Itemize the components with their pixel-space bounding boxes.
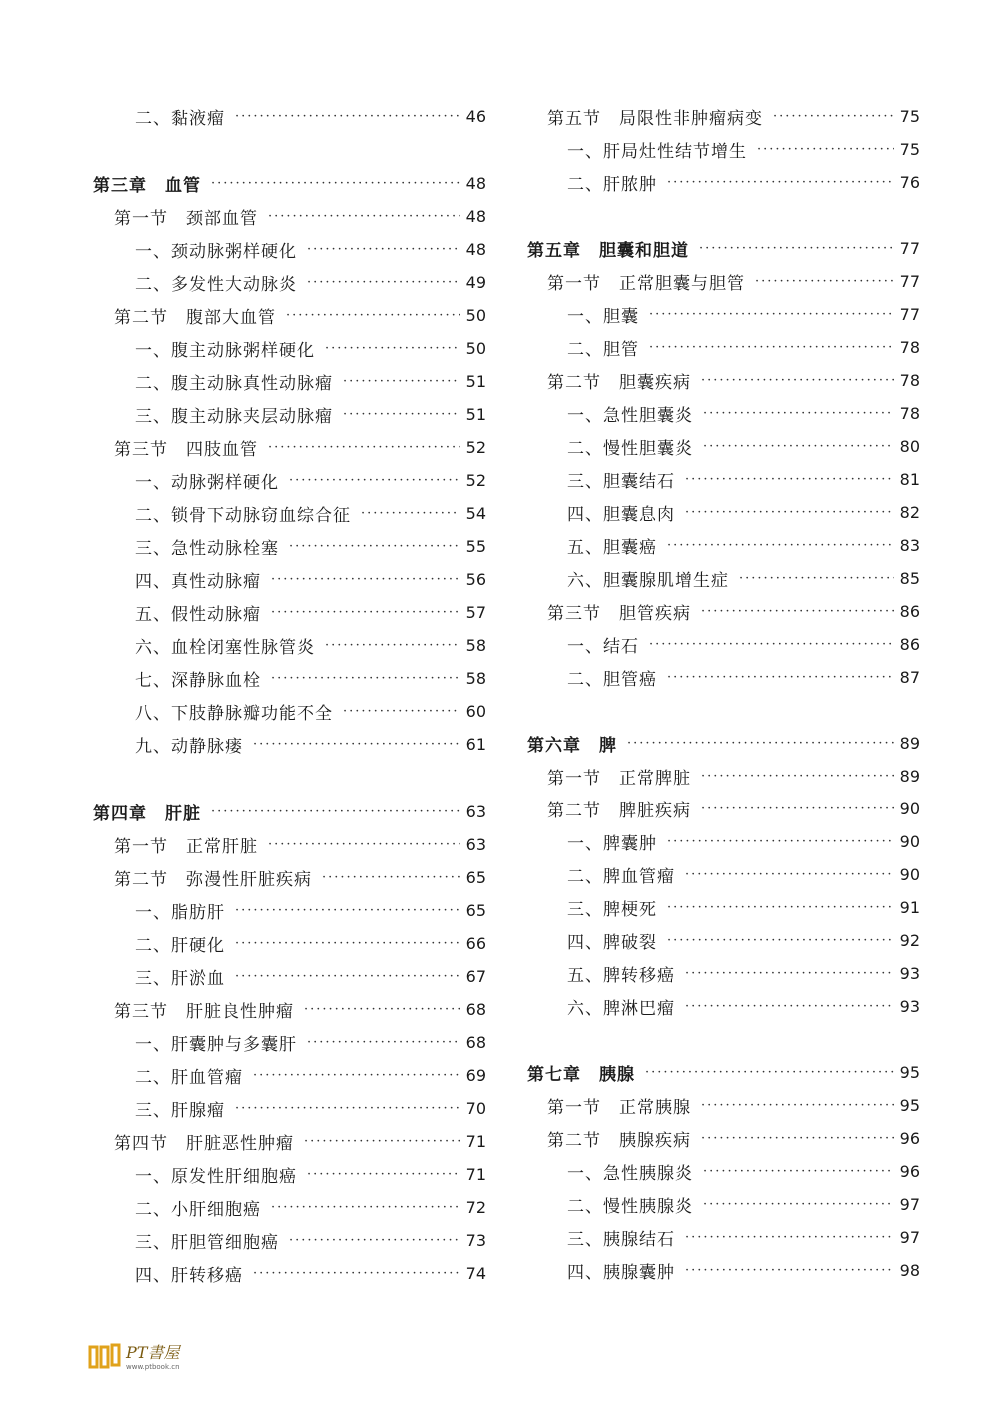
toc-item-entry (135, 366, 486, 396)
toc-entry-label: 四、真性动脉瘤 (135, 571, 261, 592)
toc-leader-dots (325, 341, 460, 356)
toc-page-number: 92 (899, 930, 920, 950)
toc-entry-label: 第一节 正常脾脏 (547, 768, 691, 789)
toc-page-number: 54 (465, 503, 486, 523)
toc-entry-label: 二、肝血管瘤 (135, 1067, 243, 1088)
toc-leader-dots (685, 1263, 894, 1278)
toc-section-entry (114, 300, 486, 330)
toc-entry-label: 第三节 四肢血管 (114, 439, 258, 460)
toc-page-number: 73 (465, 1230, 486, 1250)
toc-leader-dots (304, 1002, 460, 1017)
toc-item-entry (567, 398, 920, 428)
toc-item-entry (135, 399, 486, 429)
toc-entry-label: 第二节 胆囊疾病 (547, 372, 691, 393)
toc-leader-dots (685, 966, 894, 981)
toc-chapter-entry (527, 1057, 920, 1087)
toc-leader-dots (703, 1197, 894, 1212)
toc-entry-label: 二、肝脓肿 (567, 174, 657, 195)
toc-page-number: 68 (465, 1032, 486, 1052)
toc-page-number: 97 (899, 1227, 920, 1247)
toc-item-entry (567, 134, 920, 164)
toc-leader-dots (703, 406, 894, 421)
toc-leader-dots (235, 903, 460, 918)
toc-entry-label: 三、腹主动脉夹层动脉瘤 (135, 406, 333, 427)
toc-leader-dots (268, 837, 460, 852)
toc-leader-dots (667, 834, 894, 849)
toc-page-number: 85 (899, 568, 920, 588)
toc-item-entry (135, 1192, 486, 1222)
toc-leader-dots (701, 604, 894, 619)
toc-item-entry (135, 1093, 486, 1123)
toc-entry-label: 第一节 正常胰腺 (547, 1097, 691, 1118)
toc-page-number: 51 (465, 371, 486, 391)
toc-section-entry (547, 101, 920, 131)
toc-item-entry (135, 961, 486, 991)
toc-leader-dots (211, 176, 460, 191)
toc-leader-dots (667, 538, 894, 553)
toc-entry-label: 三、胆囊结石 (567, 471, 675, 492)
toc-leader-dots (235, 1101, 460, 1116)
toc-page-number: 52 (465, 437, 486, 457)
toc-item-entry (135, 564, 486, 594)
toc-page-number: 63 (465, 801, 486, 821)
toc-entry-label: 二、慢性胆囊炎 (567, 438, 693, 459)
toc-leader-dots (649, 307, 894, 322)
toc-page-number: 58 (465, 635, 486, 655)
toc-entry-label: 一、颈动脉粥样硬化 (135, 241, 297, 262)
toc-entry-label: 一、原发性肝细胞癌 (135, 1166, 297, 1187)
toc-leader-dots (271, 605, 460, 620)
toc-leader-dots (685, 1230, 894, 1245)
toc-entry-label: 一、急性胆囊炎 (567, 405, 693, 426)
toc-leader-dots (322, 870, 460, 885)
toc-page-number: 74 (465, 1263, 486, 1283)
toc-page-number: 93 (899, 996, 920, 1016)
toc-leader-dots (307, 1167, 460, 1182)
toc-page-number: 95 (899, 1095, 920, 1115)
toc-entry-label: 一、脂肪肝 (135, 902, 225, 923)
toc-item-entry (135, 729, 486, 759)
toc-item-entry (567, 629, 920, 659)
toc-entry-label: 第五章 胆囊和胆道 (527, 240, 689, 261)
toc-entry-label: 一、急性胰腺炎 (567, 1163, 693, 1184)
toc-section-entry (114, 994, 486, 1024)
toc-page-number: 89 (899, 733, 920, 753)
toc-page-number: 71 (465, 1164, 486, 1184)
toc-section-entry (547, 793, 920, 823)
toc-page-number: 77 (899, 304, 920, 324)
toc-entry-label: 四、胰腺囊肿 (567, 1262, 675, 1283)
toc-entry-label: 一、胆囊 (567, 306, 639, 327)
toc-leader-dots (253, 737, 460, 752)
toc-item-entry (567, 859, 920, 889)
toc-leader-dots (253, 1266, 460, 1281)
toc-item-entry (135, 267, 486, 297)
toc-chapter-entry (527, 233, 920, 263)
toc-page-number: 65 (465, 867, 486, 887)
toc-entry-label: 八、下肢静脉瓣功能不全 (135, 703, 333, 724)
toc-entry-label: 第三节 胆管疾病 (547, 603, 691, 624)
toc-item-entry (567, 1189, 920, 1219)
toc-page-number: 78 (899, 403, 920, 423)
toc-entry-label: 第七章 胰腺 (527, 1064, 635, 1085)
toc-leader-dots (343, 704, 460, 719)
toc-entry-label: 第二节 胰腺疾病 (547, 1130, 691, 1151)
toc-entry-label: 第三章 血管 (93, 175, 201, 196)
toc-leader-dots (271, 1200, 460, 1215)
toc-item-entry (567, 826, 920, 856)
toc-entry-label: 四、脾破裂 (567, 932, 657, 953)
toc-entry-label: 二、小肝细胞癌 (135, 1199, 261, 1220)
toc-entry-label: 第二节 脾脏疾病 (547, 800, 691, 821)
toc-page-number: 78 (899, 337, 920, 357)
toc-page-number: 55 (465, 536, 486, 556)
toc-page-number: 90 (899, 798, 920, 818)
toc-leader-dots (701, 1098, 894, 1113)
toc-entry-label: 第六章 脾 (527, 735, 617, 756)
toc-page-number: 90 (899, 864, 920, 884)
toc-leader-dots (773, 109, 894, 124)
toc-page-number: 60 (465, 701, 486, 721)
toc-leader-dots (289, 1233, 460, 1248)
toc-page-number: 77 (899, 238, 920, 258)
toc-item-entry (567, 1255, 920, 1285)
toc-leader-dots (307, 242, 460, 257)
toc-page-number: 98 (899, 1260, 920, 1280)
toc-item-entry (135, 895, 486, 925)
toc-item-entry (567, 299, 920, 329)
toc-page-number: 67 (465, 966, 486, 986)
toc-item-entry (135, 630, 486, 660)
toc-entry-label: 六、脾淋巴瘤 (567, 998, 675, 1019)
toc-entry-label: 一、动脉粥样硬化 (135, 472, 279, 493)
toc-leader-dots (268, 440, 460, 455)
toc-item-entry (135, 101, 486, 131)
toc-entry-label: 二、胆管 (567, 339, 639, 360)
toc-page-number: 93 (899, 963, 920, 983)
toc-leader-dots (667, 900, 894, 915)
toc-page-number: 50 (465, 338, 486, 358)
toc-page-number: 76 (899, 172, 920, 192)
toc-leader-dots (699, 241, 894, 256)
toc-entry-label: 第四章 肝脏 (93, 803, 201, 824)
toc-leader-dots (645, 1065, 894, 1080)
toc-item-entry (135, 333, 486, 363)
toc-entry-label: 第一节 颈部血管 (114, 208, 258, 229)
toc-page-number: 48 (465, 173, 486, 193)
toc-page-number: 48 (465, 239, 486, 259)
toc-leader-dots (304, 1134, 460, 1149)
toc-leader-dots (325, 638, 460, 653)
toc-entry-label: 二、肝硬化 (135, 935, 225, 956)
toc-page-number: 57 (465, 602, 486, 622)
toc-page-number: 95 (899, 1062, 920, 1082)
toc-page-number: 70 (465, 1098, 486, 1118)
toc-page-number: 52 (465, 470, 486, 490)
toc-leader-dots (361, 506, 460, 521)
toc-entry-label: 一、脾囊肿 (567, 833, 657, 854)
toc-page-number: 46 (465, 106, 486, 126)
toc-entry-label: 六、胆囊腺肌增生症 (567, 570, 729, 591)
toc-item-entry (135, 1027, 486, 1057)
toc-page-number: 96 (899, 1161, 920, 1181)
toc-page-number: 90 (899, 831, 920, 851)
toc-entry-label: 二、腹主动脉真性动脉瘤 (135, 373, 333, 394)
toc-entry-label: 三、脾梗死 (567, 899, 657, 920)
toc-entry-label: 三、肝淤血 (135, 968, 225, 989)
toc-leader-dots (755, 274, 894, 289)
toc-page-number: 96 (899, 1128, 920, 1148)
toc-entry-label: 二、黏液瘤 (135, 108, 225, 129)
toc-entry-label: 五、假性动脉瘤 (135, 604, 261, 625)
toc-leader-dots (649, 637, 894, 652)
toc-leader-dots (757, 142, 894, 157)
toc-page-number: 75 (899, 139, 920, 159)
toc-item-entry (567, 925, 920, 955)
toc-entry-label: 第一节 正常肝脏 (114, 836, 258, 857)
toc-entry-label: 三、急性动脉栓塞 (135, 538, 279, 559)
toc-leader-dots (211, 804, 460, 819)
toc-item-entry (135, 663, 486, 693)
toc-page-number: 83 (899, 535, 920, 555)
toc-item-entry (135, 1225, 486, 1255)
toc-section-entry (114, 201, 486, 231)
toc-entry-label: 四、胆囊息肉 (567, 504, 675, 525)
toc-item-entry (567, 497, 920, 527)
toc-leader-dots (701, 801, 894, 816)
toc-item-entry (135, 1060, 486, 1090)
toc-entry-label: 第二节 弥漫性肝脏疾病 (114, 869, 312, 890)
toc-page-number: 80 (899, 436, 920, 456)
toc-chapter-entry (93, 796, 486, 826)
toc-leader-dots (271, 671, 460, 686)
toc-page-number: 56 (465, 569, 486, 589)
toc-leader-dots (667, 670, 894, 685)
toc-page-number: 71 (465, 1131, 486, 1151)
toc-page-number: 75 (899, 106, 920, 126)
toc-entry-label: 第三节 肝脏良性肿瘤 (114, 1001, 294, 1022)
toc-leader-dots (703, 439, 894, 454)
toc-entry-label: 二、胆管癌 (567, 669, 657, 690)
toc-page-number: 86 (899, 601, 920, 621)
toc-leader-dots (235, 109, 460, 124)
toc-item-entry (567, 563, 920, 593)
toc-page-number: 89 (899, 766, 920, 786)
toc-page-number: 48 (465, 206, 486, 226)
toc-leader-dots (649, 340, 894, 355)
toc-entry-label: 第五节 局限性非肿瘤病变 (547, 108, 763, 129)
toc-leader-dots (667, 933, 894, 948)
toc-page-number: 61 (465, 734, 486, 754)
toc-page-number: 50 (465, 305, 486, 325)
toc-entry-label: 第四节 肝脏恶性肿瘤 (114, 1133, 294, 1154)
toc-leader-dots (268, 209, 460, 224)
toc-entry-label: 一、腹主动脉粥样硬化 (135, 340, 315, 361)
toc-page-number: 91 (899, 897, 920, 917)
toc-item-entry (567, 332, 920, 362)
toc-leader-dots (685, 999, 894, 1014)
toc-item-entry (567, 1156, 920, 1186)
toc-entry-label: 二、多发性大动脉炎 (135, 274, 297, 295)
toc-entry-label: 三、肝胆管细胞癌 (135, 1232, 279, 1253)
toc-item-entry (567, 167, 920, 197)
toc-item-entry (135, 531, 486, 561)
toc-leader-dots (667, 175, 894, 190)
toc-page-number: 65 (465, 900, 486, 920)
toc-page-number: 49 (465, 272, 486, 292)
toc-chapter-entry (527, 728, 920, 758)
toc-entry-label: 九、动静脉瘘 (135, 736, 243, 757)
toc-item-entry (567, 530, 920, 560)
toc-leader-dots (271, 572, 460, 587)
toc-leader-dots (701, 1131, 894, 1146)
toc-page-number: 86 (899, 634, 920, 654)
toc-item-entry (567, 1222, 920, 1252)
toc-leader-dots (703, 1164, 894, 1179)
toc-item-entry (135, 696, 486, 726)
toc-entry-label: 四、肝转移癌 (135, 1265, 243, 1286)
toc-page-number: 51 (465, 404, 486, 424)
toc-entry-label: 第二节 腹部大血管 (114, 307, 276, 328)
toc-leader-dots (235, 936, 460, 951)
toc-item-entry (567, 662, 920, 692)
toc-leader-dots (627, 736, 894, 751)
toc-page-number: 63 (465, 834, 486, 854)
toc-item-entry (135, 928, 486, 958)
toc-leader-dots (253, 1068, 460, 1083)
toc-leader-dots (289, 473, 460, 488)
toc-entry-label: 二、脾血管瘤 (567, 866, 675, 887)
toc-section-entry (547, 1123, 920, 1153)
toc-page-number: 58 (465, 668, 486, 688)
toc-item-entry (135, 234, 486, 264)
toc-section-entry (114, 432, 486, 462)
toc-chapter-entry (93, 168, 486, 198)
toc-section-entry (114, 829, 486, 859)
toc-page-number: 77 (899, 271, 920, 291)
toc-leader-dots (701, 769, 894, 784)
toc-leader-dots (289, 539, 460, 554)
toc-section-entry (547, 596, 920, 626)
toc-entry-label: 七、深静脉血栓 (135, 670, 261, 691)
toc-section-entry (547, 761, 920, 791)
toc-section-entry (547, 266, 920, 296)
toc-page-number: 78 (899, 370, 920, 390)
watermark-url: www.ptbook.cn (126, 1363, 180, 1371)
toc-section-entry (114, 862, 486, 892)
toc-leader-dots (307, 1035, 460, 1050)
toc-item-entry (567, 991, 920, 1021)
toc-item-entry (135, 465, 486, 495)
toc-leader-dots (343, 374, 460, 389)
toc-section-entry (114, 1126, 486, 1156)
toc-entry-label: 五、脾转移癌 (567, 965, 675, 986)
toc-entry-label: 一、肝囊肿与多囊肝 (135, 1034, 297, 1055)
toc-leader-dots (343, 407, 460, 422)
toc-entry-label: 三、肝腺瘤 (135, 1100, 225, 1121)
toc-item-entry (567, 464, 920, 494)
toc-item-entry (135, 498, 486, 528)
toc-item-entry (567, 958, 920, 988)
toc-item-entry (135, 1159, 486, 1189)
toc-item-entry (567, 431, 920, 461)
toc-entry-label: 五、胆囊癌 (567, 537, 657, 558)
watermark-logo (88, 1340, 180, 1371)
toc-leader-dots (286, 308, 460, 323)
toc-entry-label: 一、结石 (567, 636, 639, 657)
toc-leader-dots (235, 969, 460, 984)
toc-page-number: 97 (899, 1194, 920, 1214)
toc-page-number: 69 (465, 1065, 486, 1085)
toc-leader-dots (739, 571, 894, 586)
toc-leader-dots (701, 373, 894, 388)
toc-leader-dots (685, 472, 894, 487)
toc-entry-label: 一、肝局灶性结节增生 (567, 141, 747, 162)
toc-entry-label: 二、慢性胰腺炎 (567, 1196, 693, 1217)
toc-page-number: 66 (465, 933, 486, 953)
toc-entry-label: 二、锁骨下动脉窃血综合征 (135, 505, 351, 526)
toc-entry-label: 三、胰腺结石 (567, 1229, 675, 1250)
toc-leader-dots (685, 867, 894, 882)
toc-item-entry (567, 892, 920, 922)
toc-entry-label: 第一节 正常胆囊与胆管 (547, 273, 745, 294)
book-logo-icon (88, 1341, 122, 1371)
toc-page-number: 68 (465, 999, 486, 1019)
toc-section-entry (547, 1090, 920, 1120)
toc-page-number: 72 (465, 1197, 486, 1217)
toc-leader-dots (307, 275, 460, 290)
toc-entry-label: 六、血栓闭塞性脉管炎 (135, 637, 315, 658)
toc-page-number: 82 (899, 502, 920, 522)
toc-leader-dots (685, 505, 894, 520)
toc-section-entry (547, 365, 920, 395)
watermark-title: PT書屋 (126, 1343, 180, 1362)
toc-page-number: 87 (899, 667, 920, 687)
toc-page-number: 81 (899, 469, 920, 489)
toc-item-entry (135, 1258, 486, 1288)
toc-item-entry (135, 597, 486, 627)
